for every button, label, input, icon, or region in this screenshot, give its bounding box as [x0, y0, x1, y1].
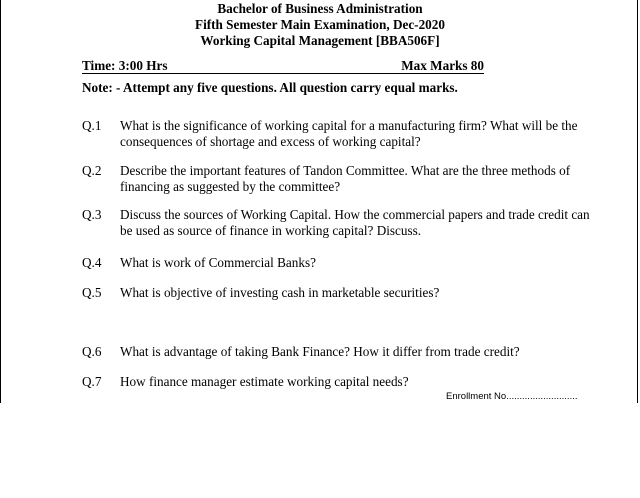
course-title: Working Capital Management [BBA506F] [200, 33, 440, 48]
question-text: What is advantage of taking Bank Finance? How it differ from trade credit? [120, 344, 520, 359]
instructions-note: Note: - Attempt any five questions. All question carry equal marks. [82, 80, 458, 95]
question-text: Describe the important features of Tandon Committee. What are the three methods of financing as suggested by the committee? [120, 163, 571, 194]
question-text: How finance manager estimate working capital needs? [120, 374, 409, 389]
question-number: Q.5 [82, 285, 102, 300]
question-number: Q.7 [82, 374, 102, 389]
exam-meta-row [82, 58, 484, 74]
question-text: What is objective of investing cash in marketable securities? [120, 285, 440, 300]
question-text: What is the significance of working capital for a manufacturing firm? What will be the consequences of shortage and excess of working capital? [120, 118, 578, 149]
enrollment-number-field: Enrollment No........................... [446, 391, 578, 402]
program-title: Bachelor of Business Administration [217, 1, 423, 16]
question-number: Q.1 [82, 118, 102, 133]
time-allowed: Time: 3:00 Hrs [82, 58, 168, 73]
exam-header [0, 0, 640, 49]
question-number: Q.4 [82, 255, 102, 270]
question-text: Discuss the sources of Working Capital. How the commercial papers and trade credit can be used as source of finance in working capital? Discuss. [120, 207, 590, 238]
exam-title: Fifth Semester Main Examination, Dec-2020 [195, 17, 445, 32]
question-number: Q.2 [82, 163, 102, 178]
question-text: What is work of Commercial Banks? [120, 255, 316, 270]
max-marks: Max Marks 80 [401, 58, 484, 73]
question-number: Q.3 [82, 207, 102, 222]
question-number: Q.6 [82, 344, 102, 359]
